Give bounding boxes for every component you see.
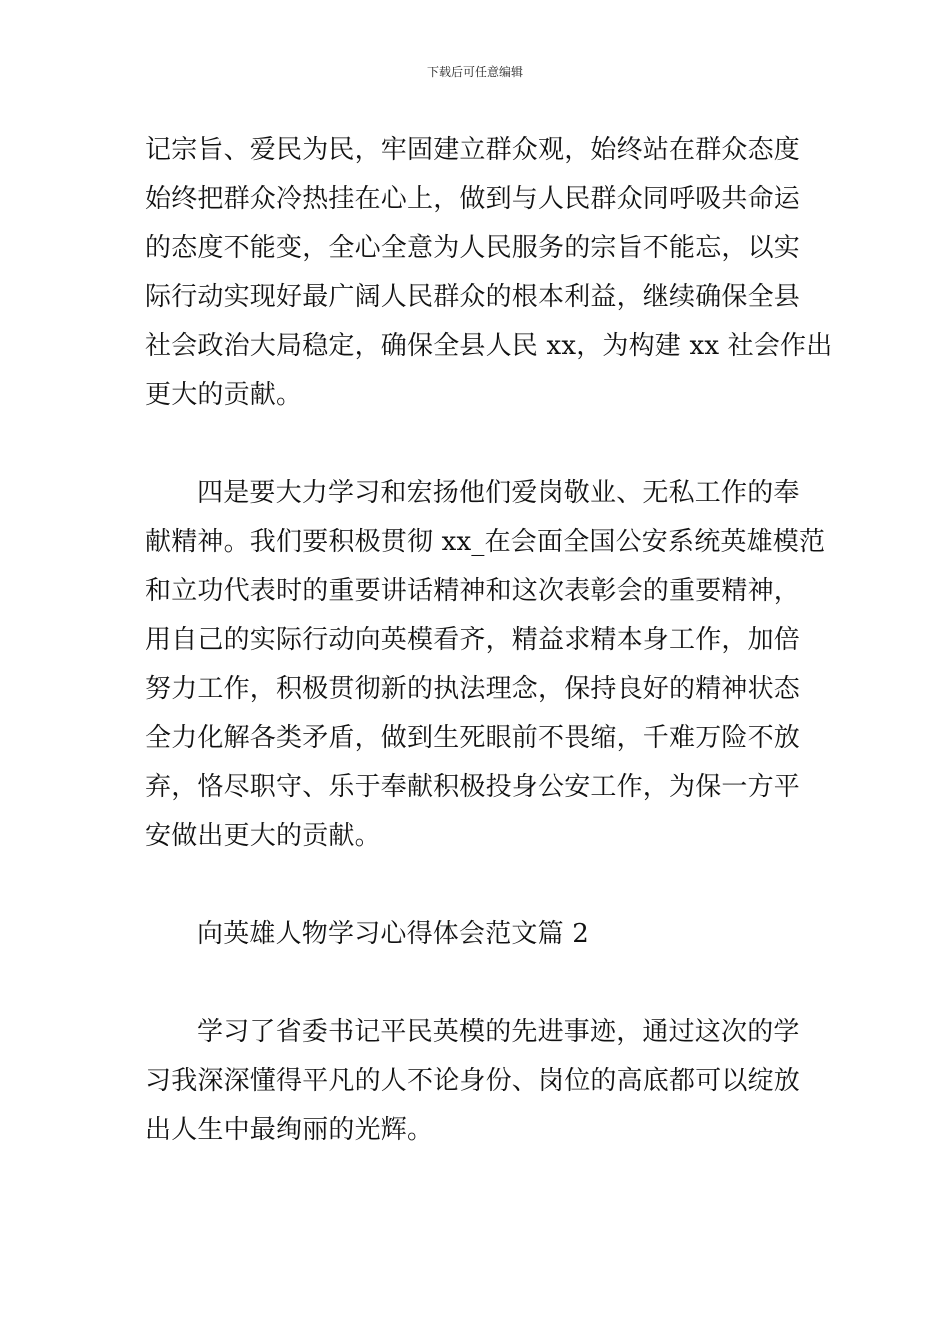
text-line: 弃，恪尽职守、乐于奉献积极投身公安工作，为保一方平: [145, 772, 801, 802]
text-line: 社会政治大局稳定，确保全县人民 xx，为构建 xx 社会作出: [145, 331, 833, 361]
text-line: 努力工作，积极贯彻新的执法理念，保持良好的精神状态: [145, 674, 801, 704]
text-line: 安做出更大的贡献。: [145, 821, 381, 851]
text-line: 出人生中最绚丽的光辉。: [145, 1115, 434, 1145]
page-header: 下载后可任意编辑: [426, 65, 523, 79]
document-body: [145, 126, 833, 1155]
text-line: 的态度不能变，全心全意为人民服务的宗旨不能忘，以实: [145, 233, 801, 263]
heading-line: 向英雄人物学习心得体会范文篇 2: [197, 919, 590, 949]
paragraph-gap: [145, 959, 810, 1008]
text-line: 用自己的实际行动向英模看齐，精益求精本身工作，加倍: [145, 625, 801, 655]
text-line: 献精神。我们要积极贯彻 xx_在会面全国公安系统英雄模范: [145, 527, 826, 557]
text-line: 始终把群众冷热挂在心上，做到与人民群众同呼吸共命运: [145, 184, 801, 214]
text-line: 学习了省委书记平民英模的先进事迹，通过这次的学: [197, 1017, 800, 1047]
text-line: 更大的贡献。: [145, 380, 303, 410]
text-line: 际行动实现好最广阔人民群众的根本利益，继续确保全县: [145, 282, 801, 312]
section-heading: [145, 910, 810, 959]
paragraph-gap: [145, 861, 810, 910]
paragraph: [145, 1008, 810, 1155]
text-line: 记宗旨、爱民为民，牢固建立群众观，始终站在群众态度: [145, 135, 801, 165]
text-line: 和立功代表时的重要讲话精神和这次表彰会的重要精神，: [145, 576, 801, 606]
text-line: 全力化解各类矛盾，做到生死眼前不畏缩，千难万险不放: [145, 723, 801, 753]
paragraph: [145, 126, 833, 420]
paragraph: [145, 469, 826, 861]
text-line: 四是要大力学习和宏扬他们爱岗敬业、无私工作的奉: [197, 478, 800, 508]
paragraph-gap: [145, 420, 810, 469]
text-line: 习我深深懂得平凡的人不论身份、岗位的高底都可以绽放: [145, 1066, 801, 1096]
